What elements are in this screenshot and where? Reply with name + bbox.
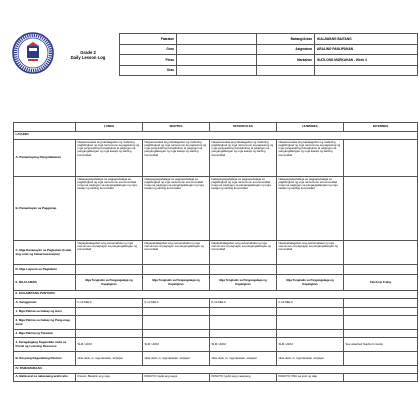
row-label: D. Mga Layunin sa Pagkatuto: [14, 265, 76, 275]
table-cell: Nakapagpapahalaga sa pagpapahalaga sa pagkilingkod ng mga namumuno sa komunidad tungo sa pagtugon sa pangangailangan ng mga kasapi ng sariling komunidad: [143, 177, 210, 241]
table-cell: Naipamamalas ang kahalagahan ng mabuting pagkilingkod ng mga namumuno sa pagsulong ng mga pangunahing hanapbuhay at pagtugon sa pangangailangan ng mga kasapi ng sariling komunidad: [143, 140, 210, 177]
table-cell: [143, 316, 210, 330]
section-row: [14, 132, 418, 140]
table-cell: Naipamamalas ang kahalagahan ng mabuting pagkilingkod ng mga namumuno sa pagsulong ng mga pangunahing hanapbuhay at pagtugon sa pangangailangan ng mga kasapi ng sariling komunidad: [277, 140, 344, 177]
section-title: LAYUNIN: [14, 132, 418, 140]
table-row: [14, 352, 418, 366]
table-cell: [277, 316, 344, 330]
table-cell: Panuto: Basahin ang mga: [76, 374, 143, 382]
table-cell: [344, 330, 418, 338]
row-label: B. Iba pang Kagamitang Panturo: [14, 352, 76, 366]
header-info-table: [119, 33, 418, 76]
header-label: [257, 65, 315, 76]
day-header: LUNES: [76, 123, 143, 132]
header-row: [120, 55, 418, 66]
section-title: IV. PAMAMARAAN: [14, 366, 418, 374]
header-row: [120, 65, 418, 76]
table-row: [14, 338, 418, 352]
table-row: [14, 330, 418, 338]
document-title: [58, 50, 118, 60]
table-cell: SLM / ADM: [76, 338, 143, 352]
table-row: [14, 374, 418, 382]
row-label: C. Mga Kasanayan sa Pagkatuto (Isulat ang code ng bawat kasanayan): [14, 241, 76, 265]
table-cell: SLM / ADM: [277, 338, 344, 352]
table-cell: Mga Tungkulin sa Pangangalaga ng Kapaligiran: [143, 275, 210, 291]
table-cell: [210, 330, 277, 338]
table-cell: [143, 330, 210, 338]
table-cell: PANUTO: Iguhit ang masayang: [210, 374, 277, 382]
table-cell: [344, 241, 418, 265]
table-row: [14, 140, 418, 177]
header-value: IKATLONG MARKAHAN - Week 4: [315, 55, 418, 66]
grade-level: Grade 2: [80, 50, 96, 55]
table-row: [14, 299, 418, 308]
table-cell: [277, 265, 344, 275]
row-label: 1. Mga Pahina sa Gabay ng Guro: [14, 308, 76, 316]
header-label: Oras: [120, 65, 177, 76]
row-label: 4. Karagdagang Kagamitan mula sa Portal ng Learning Resource: [14, 338, 76, 352]
table-row: [14, 241, 418, 265]
table-row: [14, 308, 418, 316]
table-cell: [344, 299, 418, 308]
corner-cell: [14, 123, 76, 132]
header-row: [120, 34, 418, 45]
header-value: [177, 44, 257, 55]
table-row: [14, 265, 418, 275]
table-cell: K-12 MELC: [143, 299, 210, 308]
table-cell: [344, 316, 418, 330]
table-row: [14, 316, 418, 330]
day-header: HUWEBES: [277, 123, 344, 132]
table-cell: [76, 316, 143, 330]
header-label: Paaralan: [120, 34, 177, 45]
table-cell: [143, 265, 210, 275]
lesson-plan-table: [13, 122, 418, 382]
table-cell: K-12 MELC: [76, 299, 143, 308]
header-label: Baitang/Antas: [257, 34, 315, 45]
log-type: Daily Lesson Log: [70, 55, 106, 60]
table-cell: [344, 374, 418, 382]
header-value: ARALING PANLIPUNAN: [315, 44, 418, 55]
table-cell: [344, 308, 418, 316]
table-cell: Naipamamalas ang kahalagahan ng mabuting pagkilingkod ng mga namumuno sa pagsulong ng mga pangunahing hanapbuhay at pagtugon sa pangangailangan ng mga kasapi ng sariling komunidad: [210, 140, 277, 177]
table-cell: [277, 330, 344, 338]
table-cell: K-12 MELC: [277, 299, 344, 308]
table-cell: Mga Tungkulin sa Pangangalaga ng Kapaligiran: [76, 275, 143, 291]
day-header: MARTES: [143, 123, 210, 132]
table-cell: slide deck, tv, mga larawan, tarpapel: [210, 352, 277, 366]
row-label: A. Balik-aral sa nakaraang aralin at/o: [14, 374, 76, 382]
day-header: MIYERKULES: [210, 123, 277, 132]
table-cell: Mga Tungkulin sa Pangangalaga ng Kapaligiran: [210, 275, 277, 291]
table-cell: Nakapagpapahalaga sa pagpapahalaga sa pagkilingkod ng mga namumuno sa komunidad tungo sa pagtugon sa pangangailangan ng mga kasapi ng sariling komunidad: [210, 177, 277, 241]
table-cell: slide deck, tv, mga larawan, tarpapel: [76, 352, 143, 366]
table-cell: K-12 MELC: [210, 299, 277, 308]
table-cell: SLM / ADM: [143, 338, 210, 352]
header-value: [177, 55, 257, 66]
table-cell: Napapahalagahan ang pamamahala ng mga namumuno at pagtugon sa pangangailangan ng komunidad: [76, 241, 143, 265]
section-title: II. KAGAMITANG PANTURO: [14, 291, 418, 299]
table-cell: slide deck, tv, mga larawan, tarpapel: [143, 352, 210, 366]
section-row: [14, 291, 418, 299]
header-value: [177, 65, 257, 76]
table-cell: [344, 352, 418, 366]
table-cell: Mga Tungkulin sa Pangangalaga ng Kapaligiran: [277, 275, 344, 291]
table-cell: [344, 177, 418, 241]
table-cell: Nakapagpapahalaga sa pagpapahalaga sa pagkilingkod ng mga namumuno sa komunidad tungo sa pagtugon sa pangangailangan ng mga kasapi ng sariling komunidad: [277, 177, 344, 241]
section-row: [14, 366, 418, 374]
table-cell: Naipamamalas ang kahalagahan ng mabuting pagkilingkod ng mga namumuno sa pagsulong ng mga pangunahing hanapbuhay at pagtugon sa pangangailangan ng mga kasapi ng sariling komunidad: [76, 140, 143, 177]
table-cell: See attached Teacher's Guide: [344, 338, 418, 352]
header-label: Petsa: [120, 55, 177, 66]
row-label: 2. Mga Pahina sa Gabay ng Pang-mag-aaral: [14, 316, 76, 330]
table-cell: [76, 330, 143, 338]
table-cell: PANUTO: Isulat ang sagot: [143, 374, 210, 382]
header-value: IKALAWANG BAITANG: [315, 34, 418, 45]
table-cell: slide deck, tv, mga larawan, tarpapel: [277, 352, 344, 366]
table-cell: Catch-Up Friday: [344, 275, 418, 291]
day-header-row: [14, 123, 418, 132]
table-cell: [344, 140, 418, 177]
table-cell: [277, 308, 344, 316]
row-label: A. Sanggunian: [14, 299, 76, 308]
table-cell: [344, 265, 418, 275]
table-cell: [210, 308, 277, 316]
table-cell: [210, 265, 277, 275]
table-cell: PANUTO: Piliin sa loob ng ulap: [277, 374, 344, 382]
header-value: [177, 34, 257, 45]
table-cell: [76, 265, 143, 275]
header-label: Guro: [120, 44, 177, 55]
day-header: BIYERNES: [344, 123, 418, 132]
table-cell: Napapahalagahan ang pamamahala ng mga namumuno at pagtugon sa pangangailangan ng komunidad: [210, 241, 277, 265]
table-row: [14, 177, 418, 241]
table-cell: [143, 308, 210, 316]
row-label: II. NILALAMAN: [14, 275, 76, 291]
table-cell: SLM / ADM: [210, 338, 277, 352]
row-label: 3. Mga Pahina ng Teksbuk: [14, 330, 76, 338]
table-cell: [76, 308, 143, 316]
header-label: Markahan: [257, 55, 315, 66]
row-label: A. Pamantayang Pangnilalaman: [14, 140, 76, 177]
table-cell: Napapahalagahan ang pamamahala ng mga namumuno at pagtugon sa pangangailangan ng komunidad: [277, 241, 344, 265]
row-label: B. Pamantayan sa Pagganap: [14, 177, 76, 241]
table-cell: Nakapagpapahalaga sa pagpapahalaga sa pagkilingkod ng mga namumuno sa komunidad tungo sa pagtugon sa pangangailangan ng mga kasapi ng sariling komunidad: [76, 177, 143, 241]
header-row: [120, 44, 418, 55]
table-cell: Napapahalagahan ang pamamahala ng mga namumuno at pagtugon sa pangangailangan ng komunidad: [143, 241, 210, 265]
table-cell: [210, 316, 277, 330]
table-row: [14, 275, 418, 291]
deped-seal-icon: [12, 32, 54, 74]
header-value: [315, 65, 418, 76]
header-label: Asignatura: [257, 44, 315, 55]
